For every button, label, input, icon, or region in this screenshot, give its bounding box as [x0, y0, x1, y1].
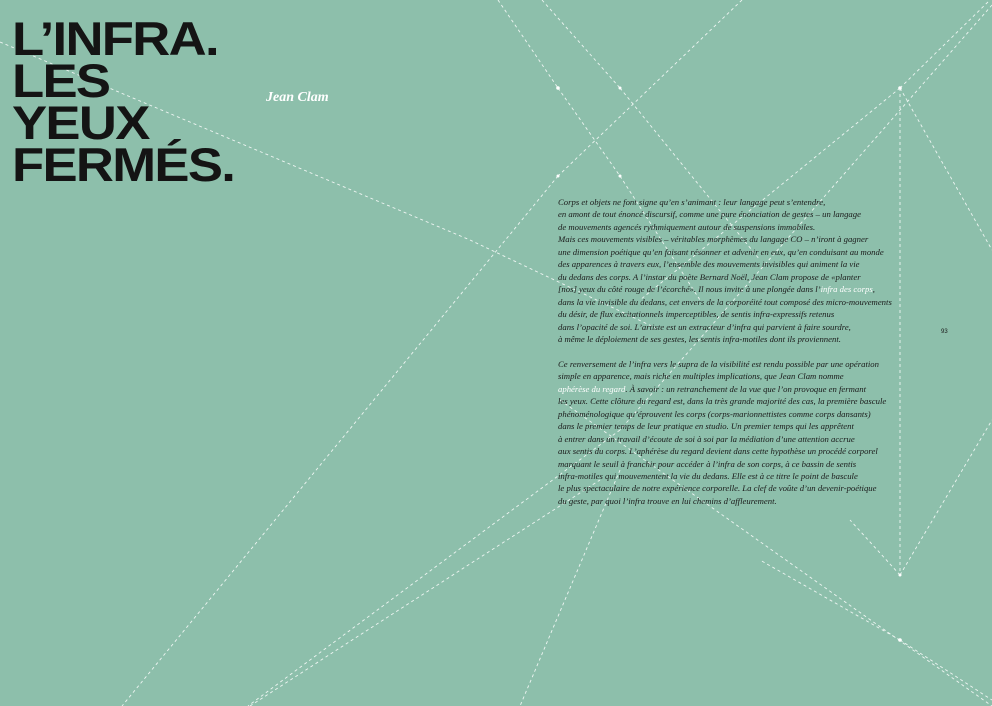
text-line: de mouvements agencés rythmiquement autour de suspensions immobiles.: [558, 221, 816, 232]
dashed-line: [542, 0, 620, 88]
title-line-3: YEUX: [12, 96, 149, 149]
constellation-star: [898, 638, 902, 642]
text-line: simple en apparence, mais riche en multiples implications, que Jean Clam nomme: [558, 371, 844, 382]
title-line-4: FERMÉS.: [12, 138, 235, 191]
paragraph-gap: [558, 345, 938, 358]
text-line: du désir, de flux excitationnels imperceptibles, de sentis infra-expressifs retenus: [558, 309, 835, 320]
constellation-star: [898, 86, 902, 90]
text-segment: [nos] yeux du côté rouge de l’écorché». Il nous invite à une plongée dans l’: [558, 284, 821, 295]
dashed-line: [498, 0, 558, 88]
text-line: du dedans des corps. A l’instar du poète Bernard Noël, Jean Clam propose de «planter: [558, 271, 861, 282]
text-line: Corps et objets ne font signe qu’en s’animant : leur langage peut s’entendre,: [558, 197, 826, 207]
text-segment: . À savoir : un retranchement de la vue que l’on provoque en fermant: [625, 383, 867, 394]
paragraph-1: [558, 196, 938, 345]
dashed-line: [850, 520, 900, 575]
text-line: phénoménologique qu’éprouvent les corps (corps-marionnettistes comme corps dansants): [558, 408, 871, 419]
dashed-line: [760, 560, 900, 640]
text-line: dans l’opacité de soi. L’artiste est un extracteur d’infra qui parvient à faire sourdre,: [558, 321, 851, 332]
text-line: dans le premier temps de leur pratique en studio. Un premier temps qui les apprêtent: [558, 421, 854, 432]
paragraph-2: [558, 358, 938, 507]
page-title: [12, 12, 235, 191]
dashed-line: [558, 0, 742, 176]
title-line-2: LES: [12, 54, 110, 107]
text-line: [558, 383, 938, 395]
body-text: [558, 196, 938, 507]
highlight-infra-des-corps: infra des corps: [820, 284, 873, 295]
constellation-star: [899, 574, 902, 577]
text-line: les yeux. Cette clôture du regard est, dans la très grande majorité des cas, la première bascule: [558, 396, 887, 407]
dashed-line: [558, 88, 620, 176]
text-line: une dimension poétique qu’en faisant résonner et advenir en eux, qu’en conduisant au monde: [558, 246, 884, 257]
text-line: marquant le seuil à franchir pour accéder à l’infra de son corps, à ce bassin de sentis: [558, 458, 857, 469]
dashed-line: [900, 0, 990, 88]
text-line: le plus spectaculaire de notre expérience corporelle. La clef de voûte d’un devenir-poétique: [558, 483, 877, 494]
text-line: aux sentis du corps. L’aphérèse du regard devient dans cette hypothèse un procédé corporel: [558, 446, 878, 457]
text-line: Ce renversement de l’infra vers le supra de la visibilité est rendu possible par une opération: [558, 358, 879, 369]
dashed-line: [250, 480, 600, 706]
constellation-star: [619, 175, 622, 178]
highlight-apherese-du-regard: aphérèse du regard: [558, 383, 626, 394]
text-line: Mais ces mouvements visibles – véritables morphèmes du langage CO – n’iront à gagner: [558, 234, 869, 245]
constellation-star: [557, 175, 560, 178]
constellation-star: [556, 86, 560, 90]
text-segment: ,: [872, 284, 875, 295]
text-line: du geste, par quoi l’infra trouve en lui chemins d’affleurement.: [558, 495, 777, 506]
dashed-line: [900, 640, 992, 700]
text-line: infra-motiles qui mouvementent la vie du dedans. Elle est à ce titre le point de bascule: [558, 471, 858, 482]
text-line: en amont de tout énoncé discursif, comme une pure énonciation de gestes – un langage: [558, 209, 861, 220]
text-line: [558, 283, 938, 295]
author-name: Jean Clam: [266, 90, 329, 105]
text-line: des apparences à travers eux, l’ensemble des mouvements invisibles qui animent la vie: [558, 259, 860, 270]
page-number: 93: [941, 329, 948, 335]
constellation-star: [619, 87, 622, 90]
text-line: dans la vie invisible du dedans, cet envers de la corporéité tout composé des micro-mouvements: [558, 296, 892, 307]
title-line-1: L’INFRA.: [12, 12, 218, 65]
text-line: à même le déploiement de ses gestes, les sentis infra-motiles dont ils proviennent.: [558, 333, 841, 344]
dashed-line: [122, 176, 558, 706]
text-line: à entrer dans un travail d’écoute de soi à soi par la médiation d’une attention accrue: [558, 433, 855, 444]
